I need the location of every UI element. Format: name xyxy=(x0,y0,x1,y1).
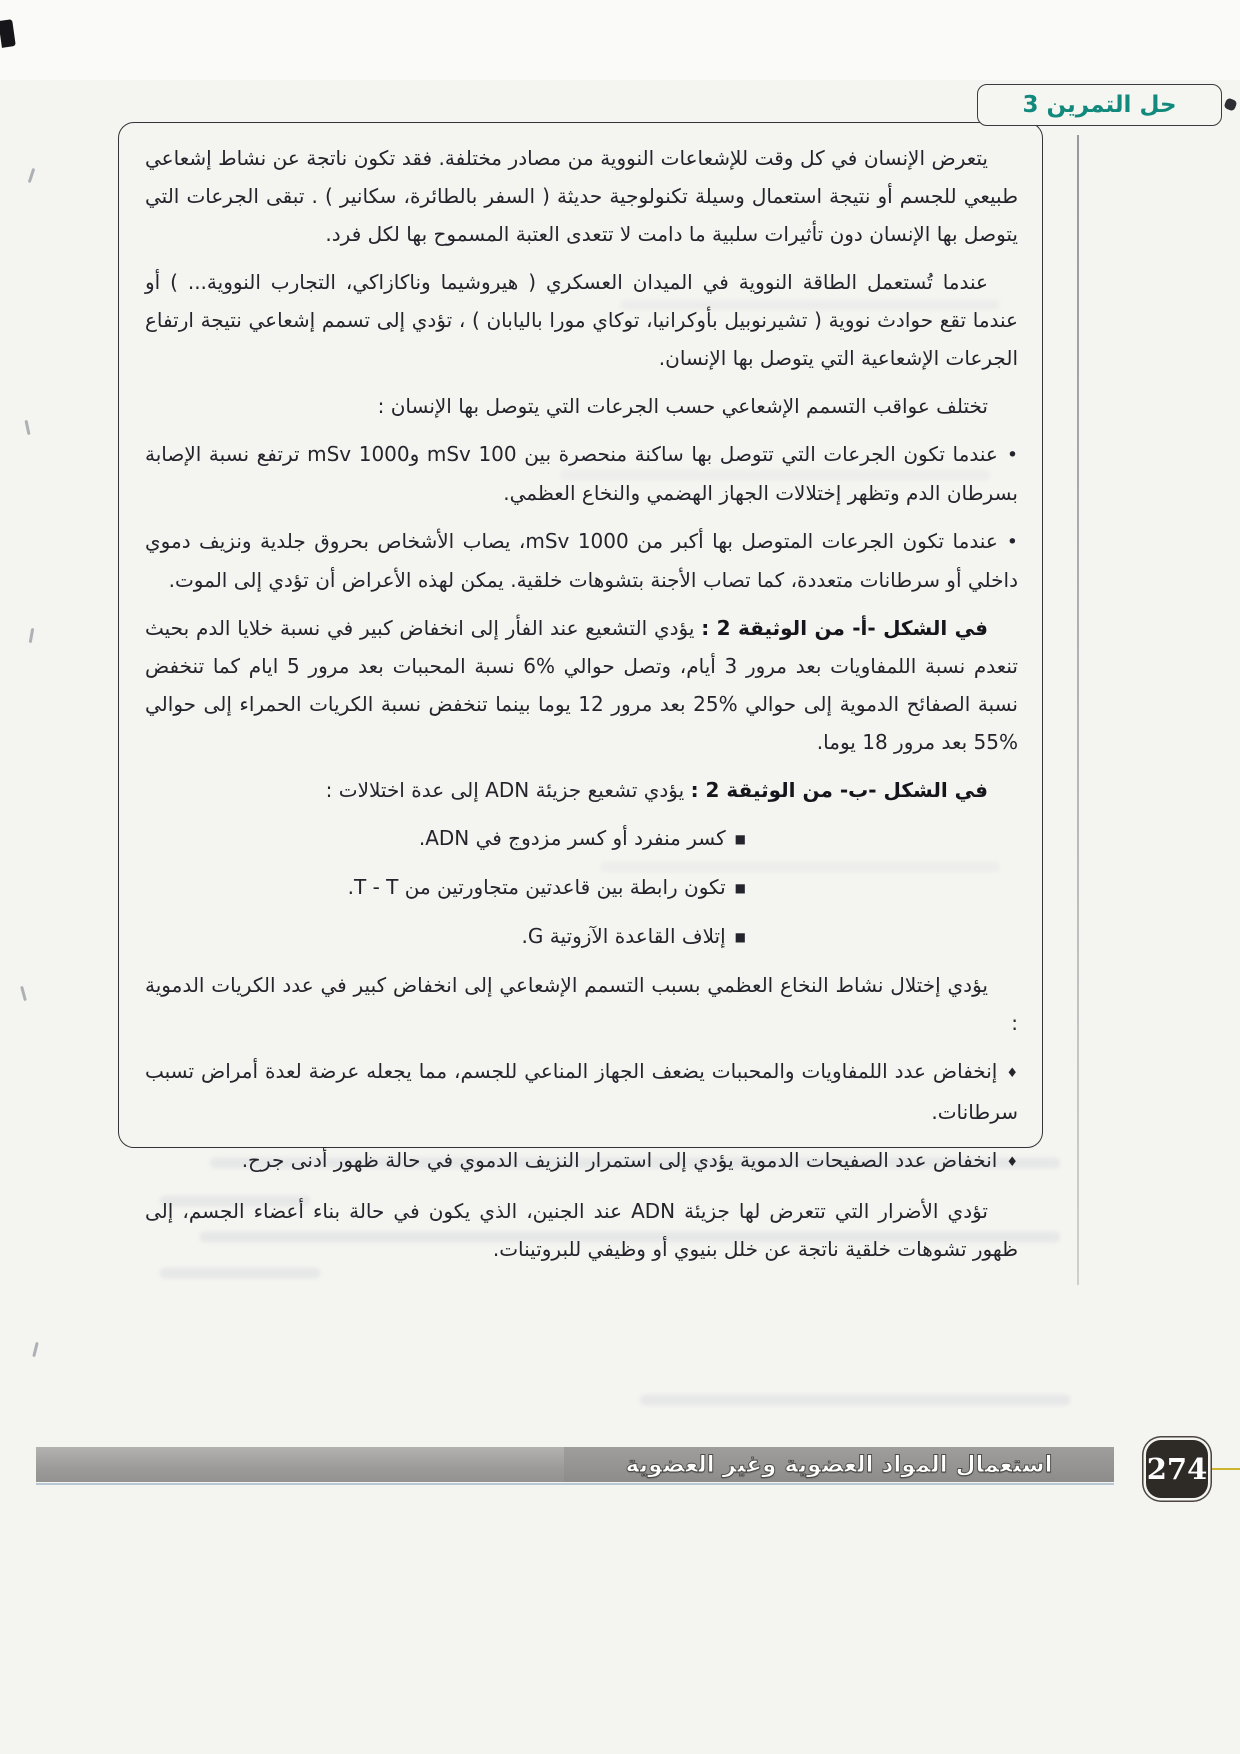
bullet-text: عندما تكون الجرعات المتوصل بها أكبر من 1000 mSv، يصاب الأشخاص بحروق جلدية ونزيف دموي داخلي أو سرطانات متعددة، كما تصاب الأجنة بتشوهات خلقية. يمكن لهذه الأعراض أن تؤدي إلى الموت. xyxy=(145,529,1018,592)
square-bullet-icon: ■ xyxy=(734,832,746,846)
paragraph xyxy=(145,263,1018,377)
paragraph-text: يؤدي إختلال نشاط النخاع العظمي بسبب التسمم الإشعاعي إلى انخفاض كبير في عدد الكريات الدموية : xyxy=(145,973,1018,1035)
chapter-title: استعمال المواد العضوية وغير العضوية xyxy=(625,1451,1053,1478)
sub-bullet-item xyxy=(145,819,1018,858)
paragraph xyxy=(145,966,1018,1042)
exercise-solution-label: حل التمرين 3 xyxy=(1022,92,1177,118)
diamond-bullet-icon: ♦ xyxy=(1006,1066,1018,1081)
paragraph-text: عندما تُستعمل الطاقة النووية في الميدان العسكري ( هيروشيما وناكازاكي، التجارب النووية... ) أو عندما تقع حوادث نووية ( تشيرنوبيل بأوكرانيا، توكاي مورا باليابان ) ، تؤدي إلى تسمم إشعاعي نتيجة ارتفاع الجرعات الإشعاعية التي يتوصل بها الإنسان. xyxy=(145,270,1018,370)
bullet-text: إنخفاض عدد اللمفاويات والمحببات يضعف الجهاز المناعي للجسم، مما يجعله عرضة لعدة أمراض تسبب سرطانات. xyxy=(145,1059,1018,1124)
page-number: 274 xyxy=(1146,1452,1208,1486)
dot-bullet-icon: • xyxy=(1006,531,1018,553)
margin-mark xyxy=(24,420,30,435)
bullet-item xyxy=(145,1052,1018,1131)
solution-text-box xyxy=(118,122,1043,1261)
dot-bullet-icon: • xyxy=(1006,444,1019,466)
bullet-dot-icon xyxy=(1223,97,1237,111)
page-number-badge xyxy=(1146,1440,1208,1498)
diamond-bullet-icon: ♦ xyxy=(1006,1155,1018,1170)
square-bullet-icon: ■ xyxy=(734,930,746,944)
page-badge-line xyxy=(1210,1468,1240,1470)
footer-bar xyxy=(36,1447,1114,1482)
figure-a-lead: في الشكل -أ- من الوثيقة 2 : xyxy=(701,616,989,640)
page-top-band xyxy=(0,0,1240,80)
bullet-item xyxy=(145,522,1018,599)
figure-b-lead: في الشكل -ب- من الوثيقة 2 : xyxy=(690,778,988,802)
bullet-text: كسر منفرد أو كسر مزدوج في ADN. xyxy=(418,826,726,850)
paragraph xyxy=(145,139,1018,253)
paragraph-text: يؤدي التشعيع عند الفأر إلى انخفاض كبير في نسبة خلايا الدم بحيث تنعدم نسبة اللمفاويات بعد مرور 3 أيام، وتصل حوالي %6 نسبة المحببات بعد مرور 5 ايام كما تنخفض نسبة الصفائح الدموية إلى حوالي %25 بعد مرور 12 يوما بينما تنخفض نسبة الكريات الحمراء إلى حوالي %55 بعد مرور 18 يوما. xyxy=(145,616,1018,754)
paragraph-text: تؤدي الأضرار التي تتعرض لها جزيئة ADN عند الجنين، الذي يكون في حالة بناء أعضاء الجسم، إلى ظهور تشوهات خلقية ناتجة عن خلل بنيوي أو وظيفي للبروتينات. xyxy=(145,1199,1018,1261)
bleed-through-text xyxy=(640,1395,1070,1405)
bullet-text: عندما تكون الجرعات التي تتوصل بها ساكنة منحصرة بين 100 mSv و1000 mSv ترتفع نسبة الإصابة بسرطان الدم وتظهر إختلالات الجهاز الهضمي والنخاع العظمي. xyxy=(145,442,1018,505)
sub-bullet-item xyxy=(145,917,1018,956)
bullet-text: تكون رابطة بين قاعدتين متجاورتين من T - T. xyxy=(347,875,726,899)
paragraph xyxy=(145,387,1018,425)
paragraph-text: يؤدي تشعيع جزيئة ADN إلى عدة اختلالات : xyxy=(325,778,685,802)
sub-bullet-item xyxy=(145,868,1018,907)
margin-mark xyxy=(20,986,27,1001)
exercise-solution-badge xyxy=(977,84,1222,126)
footer-underline xyxy=(36,1483,1114,1485)
paragraph xyxy=(145,609,1018,761)
paragraph xyxy=(145,1192,1018,1268)
margin-mark xyxy=(29,628,35,643)
bullet-item xyxy=(145,1141,1018,1182)
bullet-text: إتلاف القاعدة الآزوتية G. xyxy=(521,924,726,948)
paragraph xyxy=(145,771,1018,809)
margin-mark xyxy=(28,168,35,183)
bleed-through-text xyxy=(160,1268,320,1278)
square-bullet-icon: ■ xyxy=(734,881,746,895)
footer-title-segment xyxy=(564,1447,1114,1482)
paragraph-text: يتعرض الإنسان في كل وقت للإشعاعات النووية من مصادر مختلفة. فقد تكون ناتجة عن نشاط إشعاعي طبيعي للجسم أو نتيجة استعمال وسيلة تكنولوجية حديثة ( السفر بالطائرة، سكانير ) . تبقى الجرعات التي يتوصل بها الإنسان دون تأثيرات سلبية ما دامت لا تتعدى العتبة المسموح بها لكل فرد. xyxy=(145,146,1018,246)
bullet-text: انخفاض عدد الصفيحات الدموية يؤدي إلى استمرار النزيف الدموي في حالة ظهور أدنى جرح. xyxy=(241,1148,998,1172)
margin-mark xyxy=(32,1342,39,1357)
paragraph-text: تختلف عواقب التسمم الإشعاعي حسب الجرعات التي يتوصل بها الإنسان : xyxy=(377,394,988,418)
page-edge-line xyxy=(1077,135,1079,1285)
bullet-item xyxy=(145,435,1018,512)
